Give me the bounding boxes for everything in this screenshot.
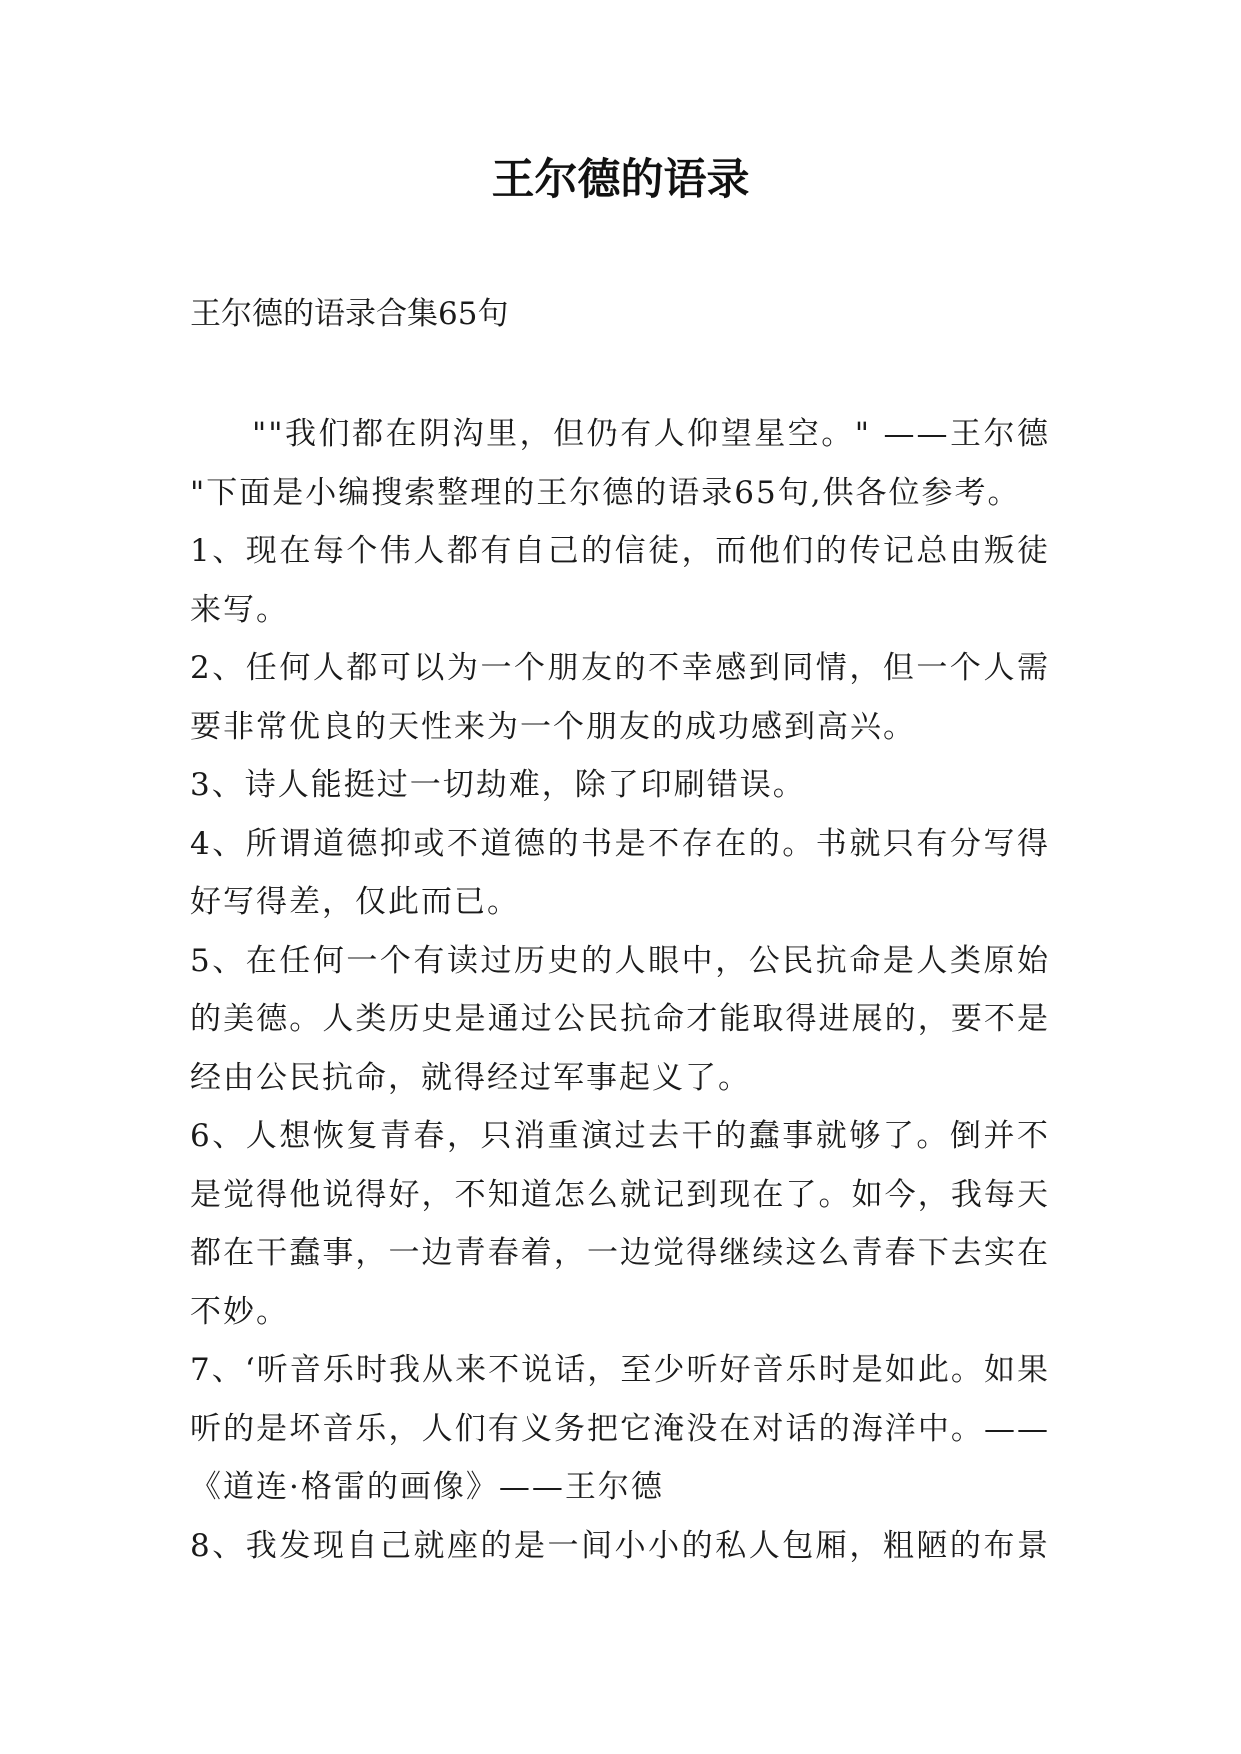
text-line: 7、‘听音乐时我从来不说话，至少听好音乐时是如此。如果 xyxy=(190,1352,1050,1388)
text-line: 6、人想恢复青春，只消重演过去干的蠢事就够了。倒并不 xyxy=(190,1118,1050,1154)
text-line: 1、现在每个伟人都有自己的信徒，而他们的传记总由叛徒 xyxy=(190,533,1050,569)
text-line: 来写。 xyxy=(190,591,289,628)
text-line: 是觉得他说得好，不知道怎么就记到现在了。如今，我每天 xyxy=(190,1176,1050,1213)
text-line: 好写得差，仅此而已。 xyxy=(190,884,520,920)
text-line: 2、任何人都可以为一个朋友的不幸感到同情，但一个人需 xyxy=(190,650,1050,686)
document-title: 王尔德的语录 xyxy=(491,155,750,205)
text-line: "下面是小编搜索整理的王尔德的语录65句,供各位参考。 xyxy=(190,474,1021,511)
text-line: 不妙。 xyxy=(190,1293,289,1330)
document-subtitle: 王尔德的语录合集65句 xyxy=(190,296,509,332)
text-line: 5、在任何一个有读过历史的人眼中，公民抗命是人类原始 xyxy=(190,942,1050,979)
text-line: 的美德。人类历史是通过公民抗命才能取得进展的，要不是 xyxy=(190,1001,1050,1037)
text-line: 8、我发现自己就座的是一间小小的私人包厢，粗陋的布景 xyxy=(190,1527,1050,1564)
text-line: 3、诗人能挺过一切劫难，除了印刷错误。 xyxy=(190,767,806,803)
document-body xyxy=(190,405,1050,1575)
text-line: ""我们都在阴沟里，但仍有人仰望星空。" ——王尔德 xyxy=(252,416,1050,452)
text-line: 经由公民抗命，就得经过军事起义了。 xyxy=(190,1059,751,1096)
text-line: 都在干蠢事，一边青春着，一边觉得继续这么青春下去实在 xyxy=(190,1235,1050,1271)
text-line: 《道连·格雷的画像》——王尔德 xyxy=(190,1469,664,1505)
text-line: 要非常优良的天性来为一个朋友的成功感到高兴。 xyxy=(190,708,916,745)
text-line: 听的是坏音乐，人们有义务把它淹没在对话的海洋中。—— xyxy=(190,1410,1050,1447)
text-line: 4、所谓道德抑或不道德的书是不存在的。书就只有分写得 xyxy=(190,825,1050,862)
